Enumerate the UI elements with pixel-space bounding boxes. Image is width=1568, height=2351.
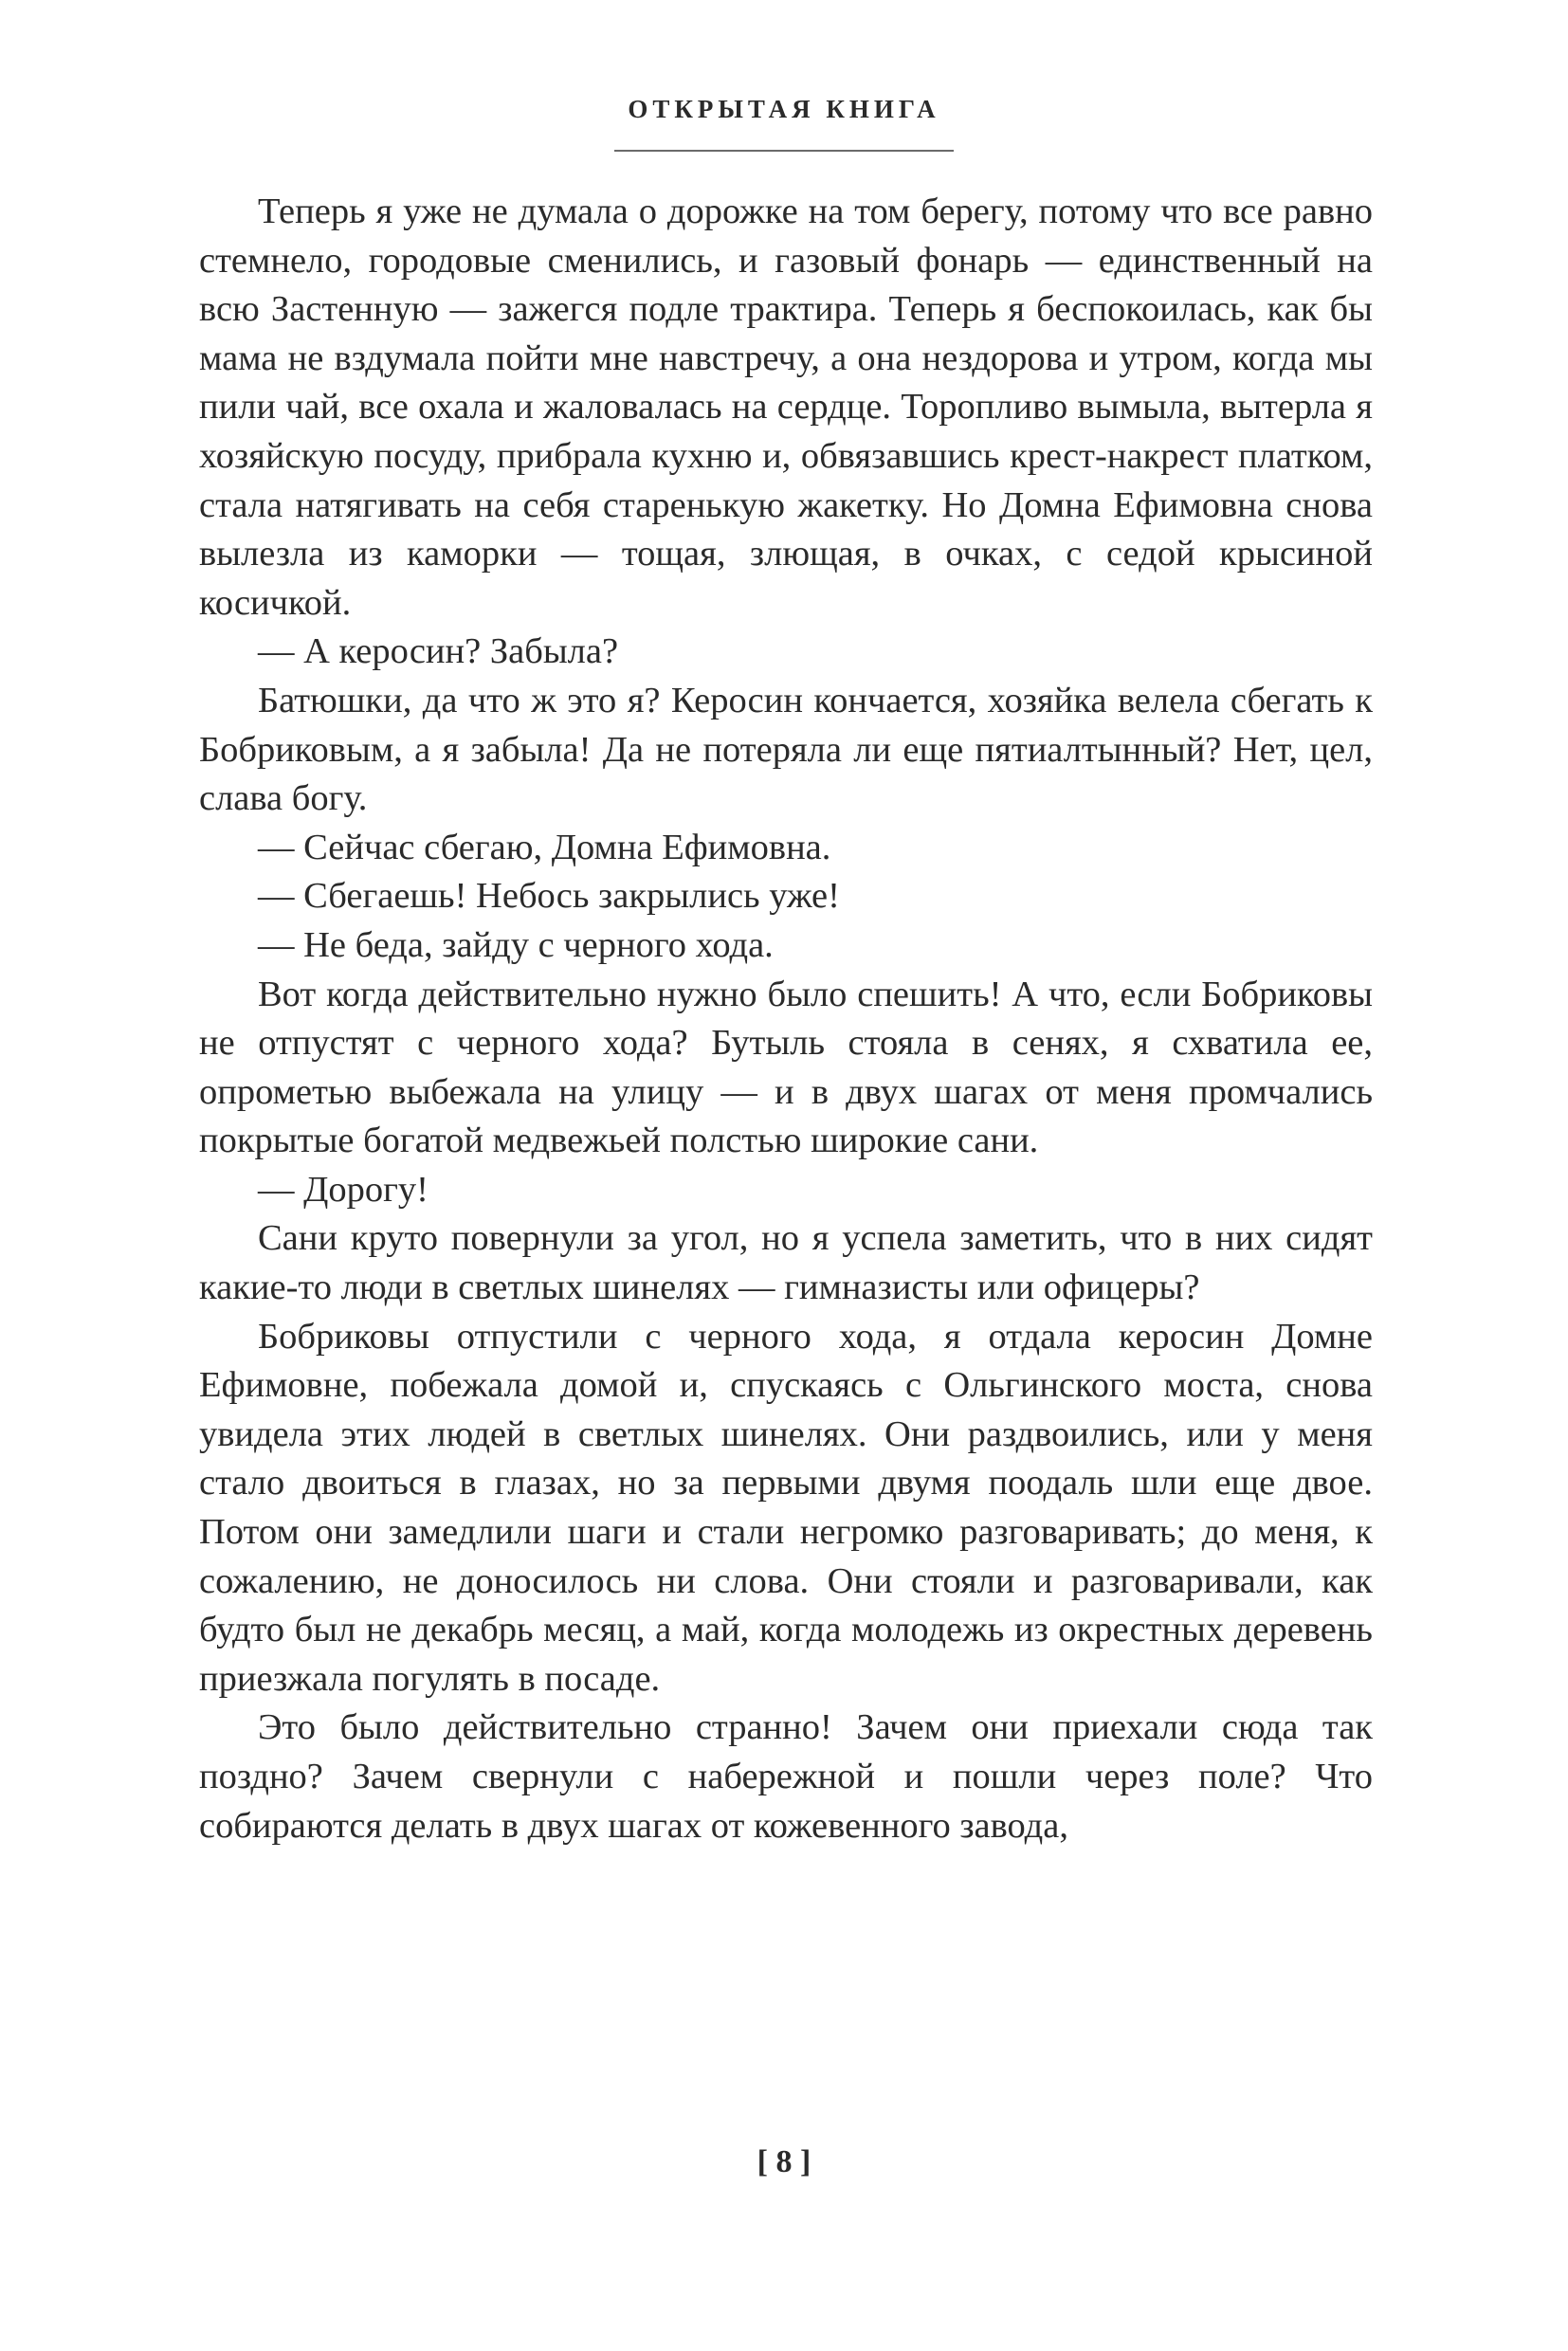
page-number: [ 8 ] [757,2144,811,2179]
dialogue-line: — А керосин? Забыла? [258,631,619,672]
running-title: ОТКРЫТАЯ КНИГА [628,95,940,123]
paragraph: Бобриковы отпустили с черного хода, я отдала керосин Домне Ефимовне, побежала домой и, спускаясь с Ольгинского моста, снова увидела этих людей в светлых шинелях. Они раздвоились, или у меня стало двоиться в глазах, но за первыми двумя поодаль шли еще двое. Потом они замедлили шаги и стали негромко разговаривать; до меня, к сожалению, не доносилось ни слова. Они стояли и разговаривали, как будто был не декабрь месяц, а май, когда молодежь из окрестных деревень приезжала погулять в посаде. [199,1316,1373,1699]
dialogue-line: — Не беда, зайду с черного хода. [258,924,774,965]
paragraph: Это было действительно странно! Зачем они приехали сюда так поздно? Зачем свернули с набережной и пошли через поле? Что собираются делать в двух шагах от кожевенного завода, [199,1707,1373,1846]
paragraph: Сани круто повернули за угол, но я успела заметить, что в них сидят какие-то люди в светлых шинелях — гимназисты или офицеры? [199,1218,1373,1308]
header-rule [614,150,954,152]
dialogue-line: — Сбегаешь! Небось закрылись уже! [258,876,840,917]
dialogue-line: — Дорогу! [258,1169,428,1210]
dialogue-line: — Сейчас сбегаю, Домна Ефимовна. [258,827,831,867]
paragraph: Батюшки, да что ж это я? Керосин кончается, хозяйка велела сбегать к Бобриковым, а я забыла! Да не потеряла ли еще пятиалтынный? Нет, цел, слава богу. [199,680,1373,819]
main-text [199,188,1373,1850]
paragraph: Вот когда действительно нужно было спешить! А что, если Бобриковы не отпустят с черного хода? Бутыль стояла в сенях, я схватила ее, опрометью выбежала на улицу — и в двух шагах от меня промчались покрытые богатой медвежьей полстью широкие сани. [199,974,1373,1161]
paragraph: Теперь я уже не думала о дорожке на том берегу, потому что все равно стемнело, городовые сменились, и газовый фонарь — единственный на всю Застенную — зажегся подле трактира. Теперь я беспокоилась, как бы мама не вздумала пойти мне навстречу, а она нездорова и утром, когда мы пили чай, все охала и жаловалась на сердце. Торопливо вымыла, вытерла я хозяйскую посуду, прибрала кухню и, обвязавшись крест-накрест платком, стала натягивать на себя старенькую жакетку. Но Домна Ефимовна снова вылезла из каморки — тощая, злющая, в очках, с седой крысиной косичкой. [199,191,1373,623]
